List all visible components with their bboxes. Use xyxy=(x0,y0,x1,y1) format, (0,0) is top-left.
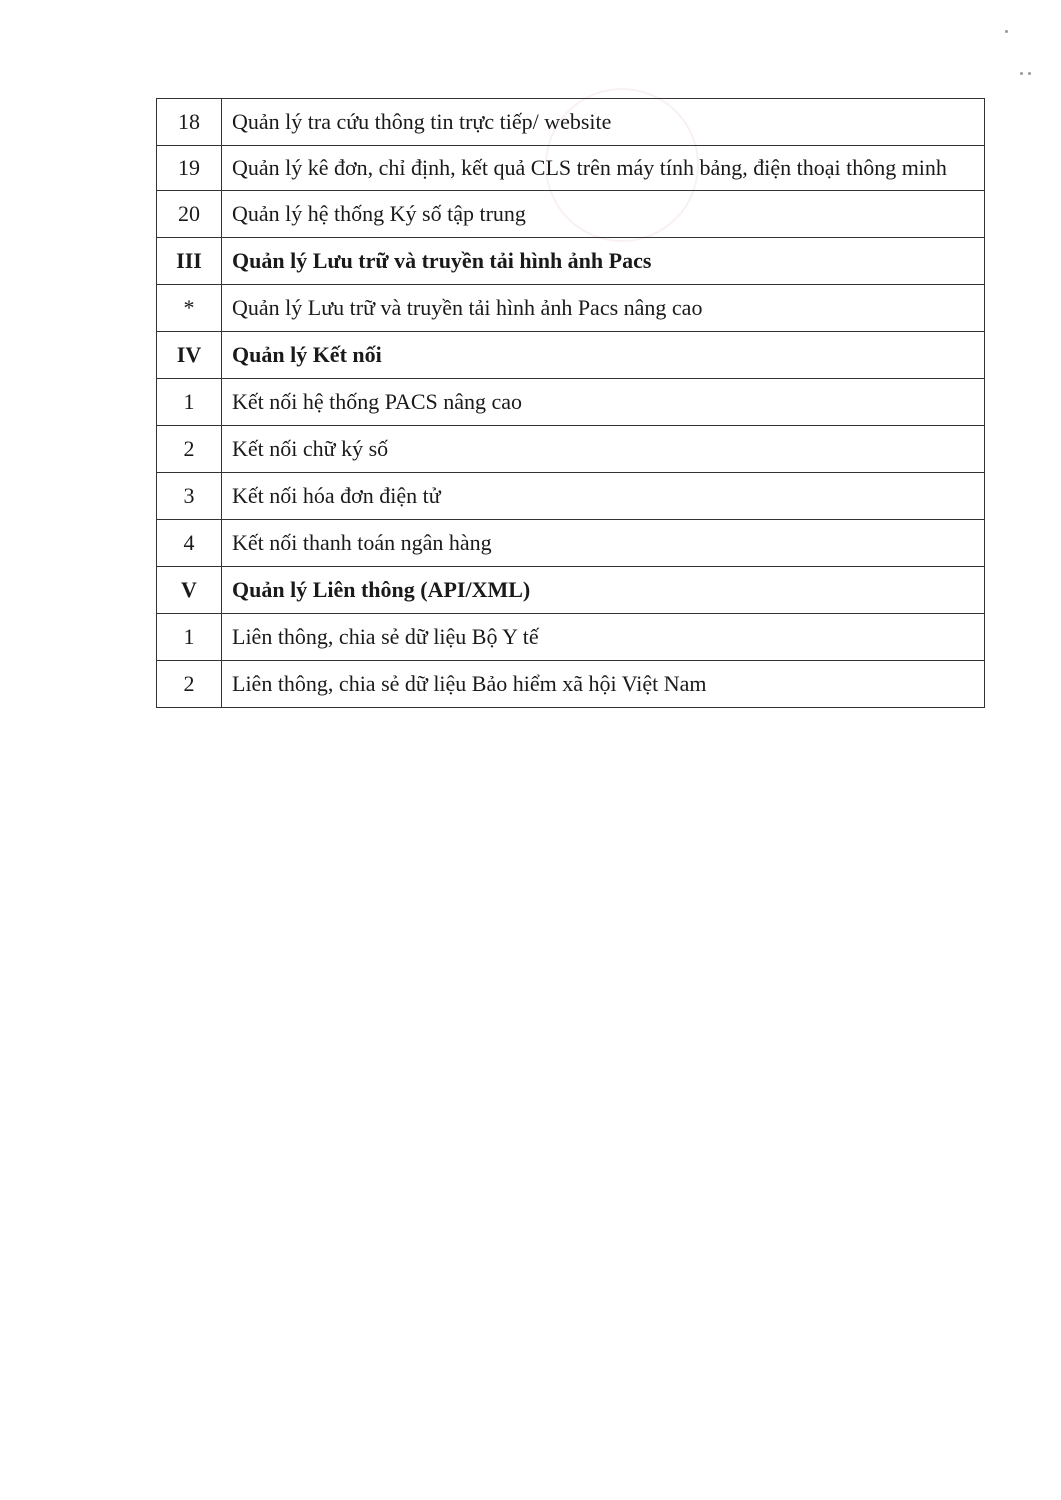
row-text: Kết nối hóa đơn điện tử xyxy=(222,473,985,520)
scan-speck xyxy=(1020,72,1023,75)
row-number: * xyxy=(157,285,222,332)
row-text: Quản lý Lưu trữ và truyền tải hình ảnh Pacs nâng cao xyxy=(222,285,985,332)
row-text: Quản lý hệ thống Ký số tập trung xyxy=(222,191,985,238)
table-row xyxy=(157,473,985,520)
section-title: Quản lý Lưu trữ và truyền tải hình ảnh Pacs xyxy=(222,238,985,285)
row-text: Quản lý tra cứu thông tin trực tiếp/ website xyxy=(222,99,985,146)
row-text: Kết nối thanh toán ngân hàng xyxy=(222,520,985,567)
row-text: Liên thông, chia sẻ dữ liệu Bộ Y tế xyxy=(222,614,985,661)
row-number: 20 xyxy=(157,191,222,238)
table-row xyxy=(157,426,985,473)
table-row xyxy=(157,146,985,191)
table-row xyxy=(157,379,985,426)
section-row xyxy=(157,238,985,285)
row-number: 4 xyxy=(157,520,222,567)
row-text: Kết nối chữ ký số xyxy=(222,426,985,473)
table-row xyxy=(157,520,985,567)
section-number: IV xyxy=(157,332,222,379)
row-number: 18 xyxy=(157,99,222,146)
scan-speck xyxy=(1028,72,1031,75)
row-number: 2 xyxy=(157,426,222,473)
table-row xyxy=(157,285,985,332)
row-text: Liên thông, chia sẻ dữ liệu Bảo hiểm xã hội Việt Nam xyxy=(222,661,985,708)
section-number: V xyxy=(157,567,222,614)
row-number: 1 xyxy=(157,614,222,661)
row-text: Quản lý kê đơn, chỉ định, kết quả CLS trên máy tính bảng, điện thoại thông minh xyxy=(222,146,985,191)
table-row xyxy=(157,99,985,146)
row-number: 19 xyxy=(157,146,222,191)
section-title: Quản lý Liên thông (API/XML) xyxy=(222,567,985,614)
row-number: 3 xyxy=(157,473,222,520)
section-title: Quản lý Kết nối xyxy=(222,332,985,379)
table-row xyxy=(157,661,985,708)
row-number: 1 xyxy=(157,379,222,426)
section-number: III xyxy=(157,238,222,285)
section-row xyxy=(157,332,985,379)
table-row xyxy=(157,191,985,238)
scan-speck xyxy=(1005,30,1008,33)
feature-table xyxy=(156,98,985,708)
section-row xyxy=(157,567,985,614)
row-text: Kết nối hệ thống PACS nâng cao xyxy=(222,379,985,426)
table-row xyxy=(157,614,985,661)
row-number: 2 xyxy=(157,661,222,708)
